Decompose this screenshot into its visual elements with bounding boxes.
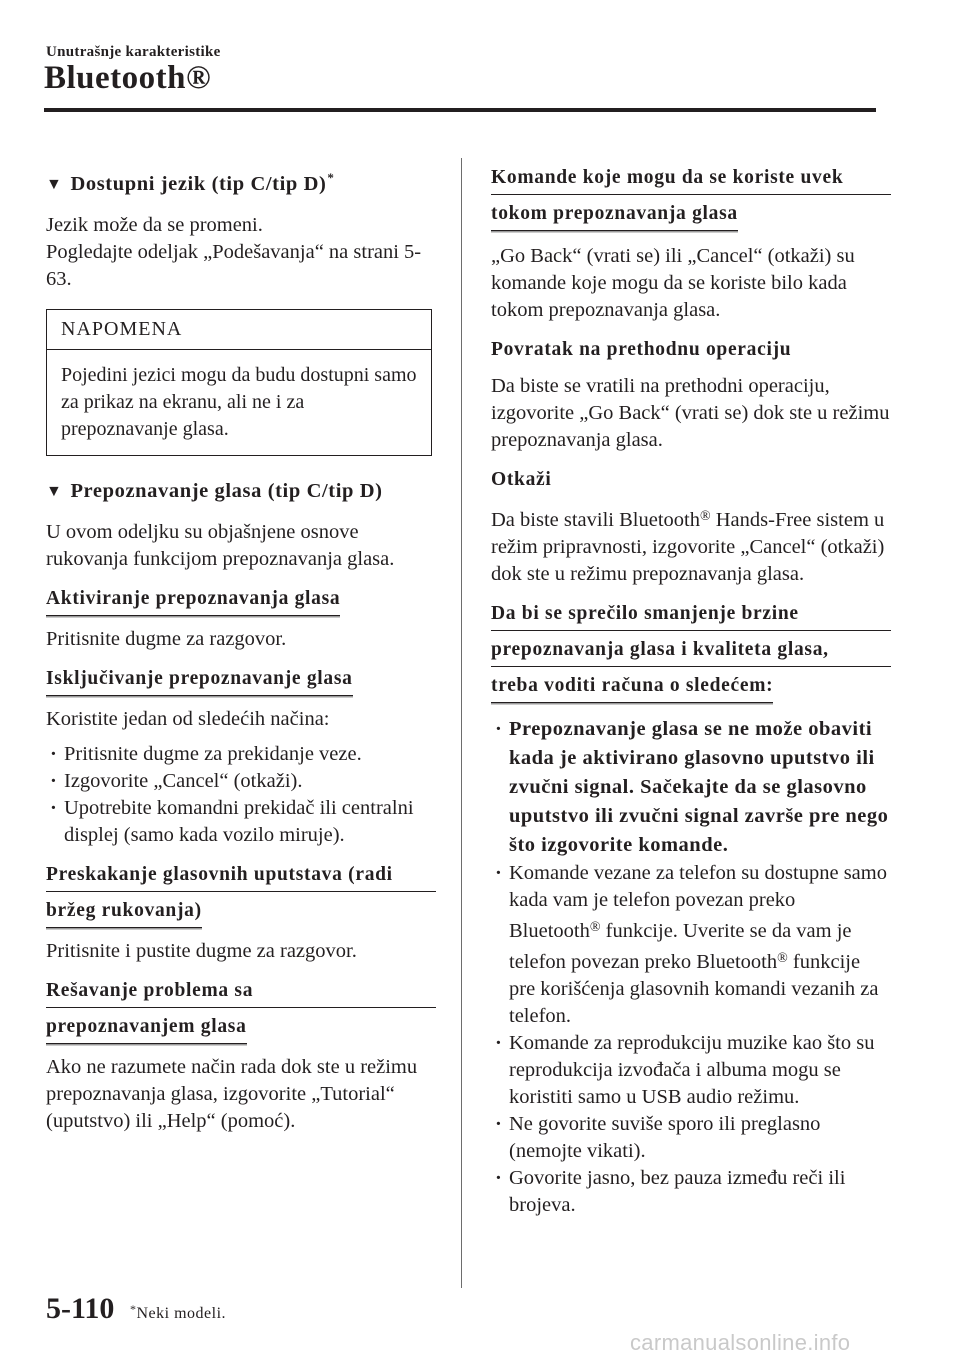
paragraph: Ako ne razumete način rada dok ste u režimu prepoznavanja glasa, izgovorite „Tutorial“ (uputstvo) ili „Help“ (pomoć). — [46, 1056, 418, 1132]
bullet-dot: · — [50, 797, 57, 819]
list-item — [491, 715, 891, 860]
note-box — [46, 309, 432, 456]
subheading: Otkaži — [491, 469, 552, 490]
header-rule — [44, 108, 876, 112]
list-item — [491, 860, 891, 1030]
list-item-text: Govorite jasno, bez pauza između reči ili brojeva. — [509, 1167, 846, 1216]
subheading-text: Preskakanje glasovnih uputstava (radi — [46, 861, 436, 892]
note-title: NAPOMENA — [47, 310, 431, 350]
section-heading-language-text: Dostupni jezik (tip C/tip D) — [70, 173, 327, 195]
bullet-list — [491, 715, 891, 1219]
paragraph: Pogledajte odeljak „Podešavanja“ na strani 5-63. — [46, 241, 422, 290]
registered-mark: ® — [589, 920, 601, 935]
footnote — [130, 1302, 226, 1323]
text-run: Hands-Free sistem u režim pripravnosti, izgovorite „Cancel“ (otkaži) dok ste u režimu prepoznavanja glasa. — [491, 509, 885, 585]
paragraph: „Go Back“ (vrati se) ili „Cancel“ (otkaži) su komande koje mogu da se koriste bilo kada tokom prepoznavanja glasa. — [491, 245, 855, 321]
text-run: funkcije pre korišćenja glasovnih komandi vezanih za telefon. — [509, 951, 879, 1027]
bullet-dot: · — [495, 862, 502, 884]
watermark[interactable]: carmanualsonline.info — [630, 1330, 851, 1355]
list-item — [46, 768, 436, 795]
paragraph: Da biste se vratili na prethodni operaciju, izgovorite „Go Back“ (vrati se) dok ste u režimu prepoznavanja glasa. — [491, 375, 890, 451]
footnote-text: Neki modeli. — [136, 1305, 227, 1322]
text-run: Komande vezane za telefon su dostupne samo kada vam je telefon povezan preko Bluetooth — [509, 862, 887, 942]
list-item-text: Izgovorite „Cancel“ (otkaži). — [64, 770, 303, 792]
paragraph: Pritisnite dugme za razgovor. — [46, 628, 287, 650]
paragraph — [491, 503, 891, 588]
subheading-text: prepoznavanja glasa i kvaliteta glasa, — [491, 636, 891, 667]
bullet-dot: · — [50, 743, 57, 765]
subheading: Povratak na prethodnu operaciju — [491, 339, 792, 360]
note-text: Pojedini jezici mogu da budu dostupni samo za prikaz na ekranu, ali ne i za prepoznavanje glasa. — [61, 364, 417, 440]
paragraph: Jezik može da se promeni. — [46, 214, 263, 236]
section-heading-voice — [46, 478, 436, 505]
paragraph: Koristite jedan od sledećih načina: — [46, 708, 330, 730]
subheading — [46, 977, 436, 1044]
subheading — [491, 164, 891, 231]
column-divider — [461, 158, 462, 1288]
bullet-dot: · — [495, 1032, 502, 1054]
section-heading-language — [46, 164, 436, 198]
subheading — [46, 861, 436, 928]
subheading — [491, 600, 891, 703]
bullet-dot: · — [495, 1167, 502, 1189]
footnote-star: * — [327, 170, 335, 185]
page-number: 5-110 — [46, 1292, 115, 1325]
list-item — [46, 741, 436, 768]
bullet-dot: · — [495, 1113, 502, 1135]
subheading-text: Isključivanje prepoznavanje glasa — [46, 665, 353, 696]
subheading-text: Da bi se sprečilo smanjenje brzine — [491, 600, 891, 631]
subheading-text: treba voditi računa o sledećem: — [491, 672, 773, 703]
section-label: Unutrašnje karakteristike — [46, 44, 221, 60]
triangle-down-icon: ▼ — [46, 483, 63, 500]
list-item-text: Ne govorite suviše sporo ili preglasno (nemojte vikati). — [509, 1113, 821, 1162]
right-column — [491, 164, 891, 1219]
paragraph: Pritisnite i pustite dugme za razgovor. — [46, 940, 357, 962]
list-item-text: Prepoznavanje glasa se ne može obaviti kada je aktivirano glasovno uputstvo ili zvučni signal. Sačekajte da se glasovno uputstvo ili zvučni signal završe pre nego što izgovorite komande. — [509, 718, 889, 856]
subheading-text: bržeg rukovanja) — [46, 897, 202, 928]
subheading-text: Komande koje mogu da se koriste uvek — [491, 164, 891, 195]
section-heading-voice-text: Prepoznavanje glasa (tip C/tip D) — [70, 480, 383, 502]
list-item — [46, 795, 436, 849]
text-run: funkcije. Uverite se da vam je telefon povezan preko Bluetooth — [509, 920, 852, 973]
registered-mark: ® — [699, 509, 711, 524]
subheading — [46, 585, 436, 616]
registered-mark: ® — [777, 951, 788, 966]
subheading — [46, 665, 436, 696]
left-column — [46, 164, 436, 1135]
subheading-text: Rešavanje problema sa — [46, 977, 436, 1008]
list-item — [491, 1165, 891, 1219]
list-item-text: Pritisnite dugme za prekidanje veze. — [64, 743, 362, 765]
list-item-text: Komande za reprodukciju muzike kao što su reprodukcija izvođača i albuma mogu se koristiti samo u USB audio režimu. — [509, 1032, 875, 1108]
page-title: Bluetooth® — [44, 60, 212, 96]
bullet-dot: · — [495, 718, 503, 740]
text-run: Da biste stavili Bluetooth — [491, 509, 700, 531]
subheading-text: prepoznavanjem glasa — [46, 1013, 247, 1044]
bullet-list — [46, 741, 436, 849]
subheading-text: tokom prepoznavanja glasa — [491, 200, 738, 231]
list-item — [491, 1111, 891, 1165]
list-item-text: Upotrebite komandni prekidač ili centralni displej (samo kada vozilo miruje). — [64, 797, 414, 846]
footnote-star: * — [130, 1302, 137, 1316]
triangle-down-icon: ▼ — [46, 176, 63, 193]
subheading-text: Aktiviranje prepoznavanja glasa — [46, 585, 340, 616]
list-item — [491, 1030, 891, 1111]
paragraph: U ovom odeljku su objašnjene osnove rukovanja funkcijom prepoznavanja glasa. — [46, 521, 395, 570]
bullet-dot: · — [50, 770, 57, 792]
